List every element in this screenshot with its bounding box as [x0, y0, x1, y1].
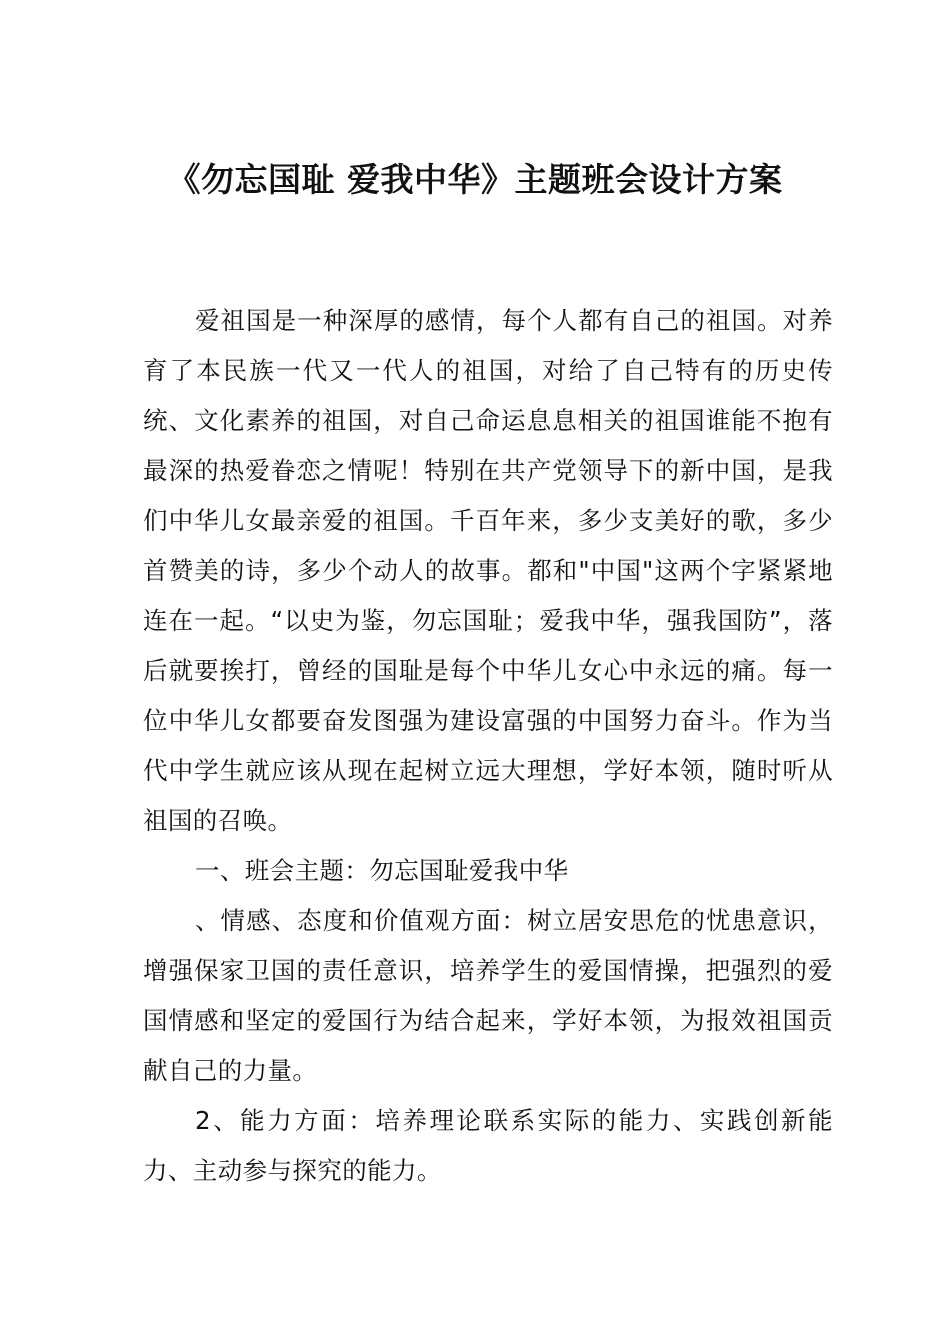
- objective-emotion-paragraph: 、情感、态度和价值观方面：树立居安思危的忧患意识，增强保家卫国的责任意识，培养学生的爱国情操，把强烈的爱国情感和坚定的爱国行为结合起来，学好本领，为报效祖国贡献自己的力量。: [143, 906, 833, 1085]
- section-heading-theme: 一、班会主题：勿忘国耻爱我中华: [195, 856, 569, 885]
- intro-paragraph: 爱祖国是一种深厚的感情，每个人都有自己的祖国。对养育了本民族一代又一代人的祖国，对给了自己特有的历史传统、文化素养的祖国，对自己命运息息相关的祖国谁能不抱有最深的热爱眷恋之情呢！特别在共产党领导下的新中国，是我们中华儿女最亲爱的祖国。千百年来，多少支美好的歌，多少首赞美的诗，多少个动人的故事。都和"中国"这两个字紧紧地连在一起。“以史为鉴，勿忘国耻；爱我中华，强我国防”，落后就要挨打，曾经的国耻是每个中华儿女心中永远的痛。每一位中华儿女都要奋发图强为建设富强的中国努力奋斗。作为当代中学生就应该从现在起树立远大理想，学好本领，随时听从祖国的召唤。: [143, 306, 833, 835]
- objective-ability-paragraph: 2、能力方面：培养理论联系实际的能力、实践创新能力、主动参与探究的能力。: [143, 1106, 833, 1185]
- document-title: 《勿忘国耻 爱我中华》主题班会设计方案: [167, 160, 783, 199]
- document-body: [143, 296, 833, 1196]
